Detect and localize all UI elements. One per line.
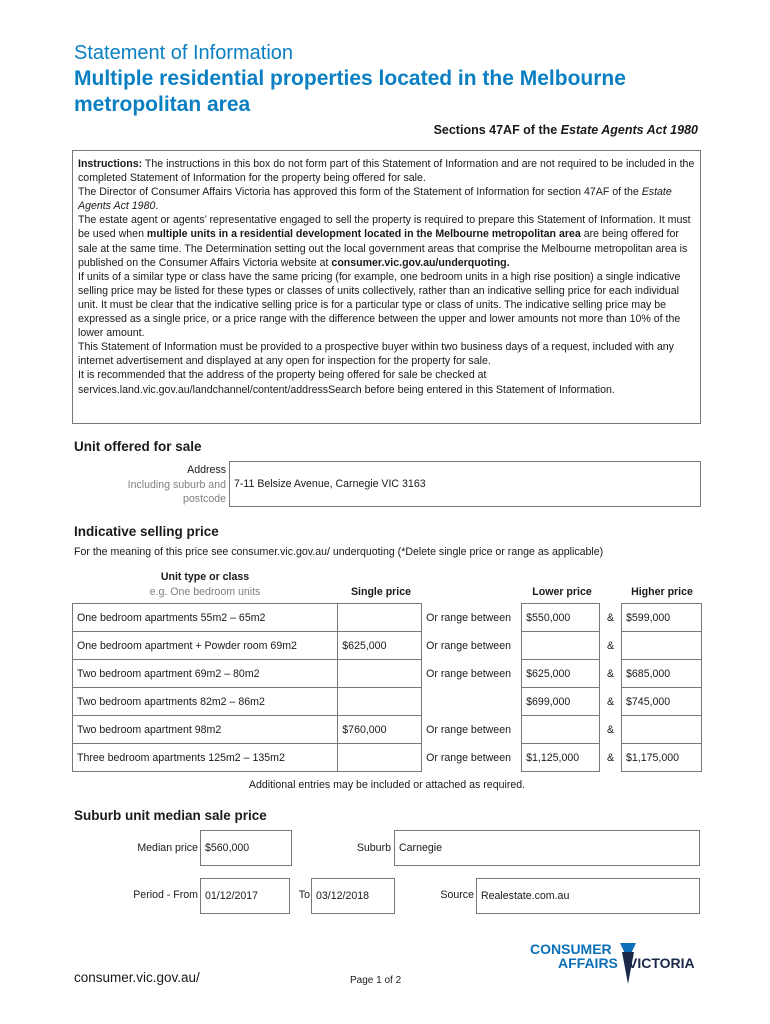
lower-price-cell[interactable]: $1,125,000	[522, 744, 600, 772]
period-from-label: Period - From	[133, 889, 198, 901]
instructions-p3	[78, 213, 695, 269]
address-label-line1: Address	[187, 464, 226, 476]
unit-cell[interactable]: Two bedroom apartment 98m2	[73, 716, 338, 744]
period-to-field[interactable]	[311, 878, 395, 914]
period-to-label: To	[298, 889, 310, 901]
instructions-p2-text: The Director of Consumer Affairs Victoria has approved this form of the Statement of Information for section 47AF of the	[78, 186, 642, 199]
lower-price-cell[interactable]: $550,000	[522, 604, 600, 632]
price-meaning-note: For the meaning of this price see consumer.vic.gov.au/ underquoting (*Delete single price or range as applicable)	[74, 546, 604, 558]
indicative-price-heading: Indicative selling price	[74, 524, 219, 539]
form-subtitle: Statement of Information	[74, 42, 294, 64]
unit-offered-heading: Unit offered for sale	[74, 439, 202, 454]
table-row	[73, 604, 702, 632]
range-label: Or range between	[426, 723, 511, 736]
range-label: Or range between	[426, 751, 511, 764]
higher-price-cell[interactable]: $1,175,000	[622, 744, 702, 772]
single-price-cell[interactable]	[338, 660, 422, 688]
instructions-p3-a: The estate agent or agents’ representative engaged to sell the property is required to prepare this Statement of Information. It must be used when	[78, 214, 691, 241]
col-header-single: Single price	[350, 586, 412, 598]
range-label: Or range between	[426, 639, 511, 652]
instructions-p6: It is recommended that the address of the property being offered for sale be checked at services.land.vic.gov.au/landchannel/content/addressSearch before being entered in this Statement of Information.	[78, 369, 615, 396]
address-field[interactable]	[229, 461, 701, 507]
col-header-unit	[74, 570, 336, 600]
lower-price-cell[interactable]: $699,000	[522, 688, 600, 716]
instructions-box	[72, 150, 701, 424]
median-price-heading: Suburb unit median sale price	[74, 808, 267, 823]
unit-cell[interactable]: Three bedroom apartments 125m2 – 135m2	[73, 744, 338, 772]
range-label	[422, 688, 522, 716]
range-label: Or range between	[426, 611, 511, 624]
instructions-heading: Instructions:	[78, 158, 143, 170]
table-row	[73, 716, 702, 744]
underquoting-link[interactable]: consumer.vic.gov.au/underquoting.	[331, 256, 510, 269]
table-row	[73, 744, 702, 772]
unit-cell[interactable]: Two bedroom apartment 69m2 – 80m2	[73, 660, 338, 688]
instructions-p2-end: .	[155, 200, 159, 213]
instructions-p3-c: are being offered for sale at the same time. The Determination setting out the local government areas that comprise the Melbourne metropolitan area is published on the Consumer Affairs Victoria website at	[78, 228, 688, 269]
suburb-field[interactable]	[394, 830, 700, 866]
logo-line1: CONSUMER	[530, 941, 612, 957]
ampersand: &	[607, 639, 615, 652]
instructions-p2-act: Estate Agents Act 1980	[78, 186, 672, 213]
median-price-field[interactable]	[200, 830, 292, 866]
source-label: Source	[440, 889, 474, 901]
ampersand: &	[607, 611, 615, 624]
address-value: 7-11 Belsize Avenue, Carnegie VIC 3163	[234, 478, 426, 490]
ampersand: &	[607, 751, 615, 764]
logo-line3: VICTORIA	[628, 955, 695, 971]
sections-prefix: Sections 47AF of the	[433, 123, 561, 137]
additional-entries-note: Additional entries may be included or attached as required.	[248, 779, 526, 791]
unit-cell[interactable]: Two bedroom apartments 82m2 – 86m2	[73, 688, 338, 716]
higher-price-cell[interactable]: $599,000	[622, 604, 702, 632]
source-field[interactable]	[476, 878, 700, 914]
single-price-cell[interactable]: $760,000	[338, 716, 422, 744]
logo-line2: AFFAIRS	[558, 955, 618, 971]
single-price-cell[interactable]: $625,000	[338, 632, 422, 660]
higher-price-cell[interactable]: $685,000	[622, 660, 702, 688]
table-row	[73, 632, 702, 660]
unit-cell[interactable]: One bedroom apartment + Powder room 69m2	[73, 632, 338, 660]
ampersand: &	[607, 695, 615, 708]
table-row	[73, 688, 702, 716]
table-row	[73, 660, 702, 688]
instructions-p5: This Statement of Information must be provided to a prospective buyer within two business days of a request, included with any internet advertisement and displayed at any open for inspection for the property for sale.	[78, 341, 674, 368]
lower-price-cell[interactable]: $625,000	[522, 660, 600, 688]
col-header-lower: Lower price	[532, 586, 592, 598]
instructions-p4: If units of a similar type or class have the same pricing (for example, one bedroom units in a high rise position) a single indicative selling price may be listed for these types or classes of units collectively, rather than an indicative selling price for each individual unit. It must be clear that the indicative selling price is for a particular type or class of units. The indicative selling price may be expressed as a single price, or a price range with the difference between the upper and lower amounts not more than 10% of the lower amount.	[78, 270, 681, 340]
page-number: Page 1 of 2	[350, 975, 402, 986]
consumer-affairs-victoria-logo	[528, 938, 708, 988]
col-header-unit-title: Unit type or class	[160, 571, 250, 583]
ampersand: &	[607, 667, 615, 680]
period-from-field[interactable]	[200, 878, 290, 914]
lower-price-cell[interactable]	[522, 632, 600, 660]
sections-reference	[434, 123, 698, 137]
single-price-cell[interactable]	[338, 688, 422, 716]
instructions-p2	[78, 185, 695, 213]
address-label-line3: postcode	[183, 493, 226, 505]
higher-price-cell[interactable]: $745,000	[622, 688, 702, 716]
footer-url[interactable]: consumer.vic.gov.au/	[74, 970, 200, 985]
sections-act: Estate Agents Act 1980	[560, 123, 698, 137]
address-label-line2: Including suburb and	[127, 478, 226, 491]
instructions-p3-b: multiple units in a residential development located in the Melbourne metropolitan area	[146, 228, 581, 241]
lower-price-cell[interactable]	[522, 716, 600, 744]
higher-price-cell[interactable]	[622, 632, 702, 660]
address-label	[100, 463, 226, 507]
unit-cell[interactable]: One bedroom apartments 55m2 – 65m2	[73, 604, 338, 632]
page-title: Multiple residential properties located in the Melbourne metropolitan area	[74, 67, 626, 116]
instructions-p1	[78, 157, 695, 185]
median-price-value: $560,000	[205, 842, 250, 854]
instructions-p1-text: The instructions in this box do not form part of this Statement of Information and are not required to be included in the completed Statement of Information for the property being offered for sale.	[78, 158, 695, 185]
suburb-value: Carnegie	[399, 842, 442, 854]
range-label: Or range between	[426, 667, 511, 680]
single-price-cell[interactable]	[338, 604, 422, 632]
higher-price-cell[interactable]	[622, 716, 702, 744]
suburb-label: Suburb	[356, 842, 391, 854]
single-price-cell[interactable]	[338, 744, 422, 772]
period-to-value: 03/12/2018	[316, 890, 370, 902]
col-header-higher: Higher price	[631, 586, 693, 598]
period-from-value: 01/12/2017	[205, 890, 259, 902]
median-price-label: Median price	[137, 842, 198, 854]
ampersand: &	[607, 723, 615, 736]
col-header-unit-example: e.g. One bedroom units	[149, 586, 261, 598]
price-table	[72, 603, 702, 772]
source-value: Realestate.com.au	[481, 890, 570, 902]
